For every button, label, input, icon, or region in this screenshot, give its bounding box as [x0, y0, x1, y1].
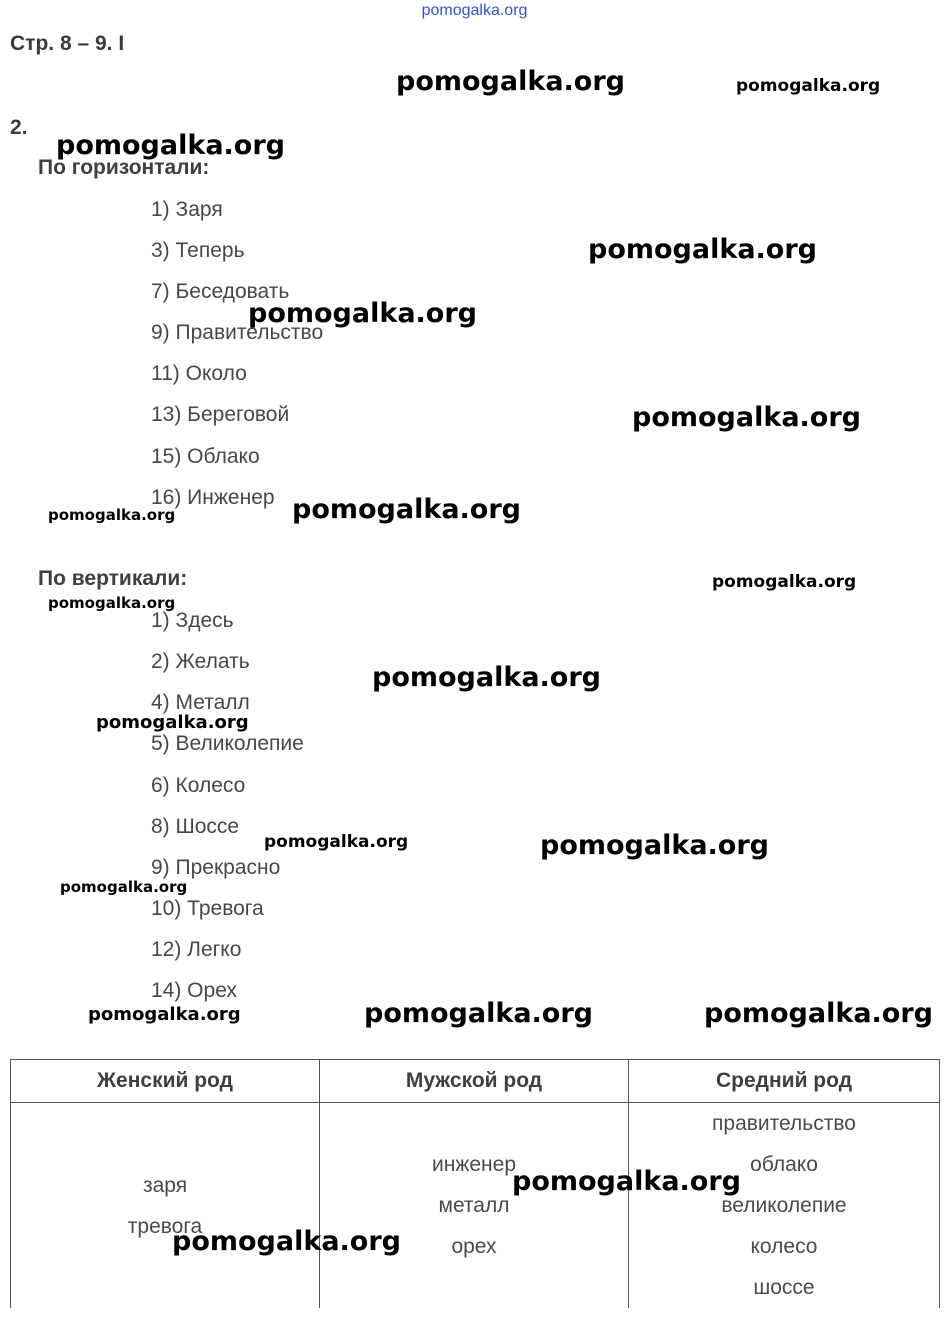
horizontal-heading: По горизонтали: [38, 156, 210, 179]
horizontal-item: 15) Облако [151, 445, 260, 468]
feminine-word: заря [142, 1173, 188, 1197]
neuter-cell [629, 1103, 940, 1309]
watermark: pomogalka.org [264, 832, 409, 852]
watermark: pomogalka.org [396, 66, 625, 97]
watermark: pomogalka.org [736, 76, 881, 96]
watermark: pomogalka.org [172, 1226, 401, 1257]
watermark: pomogalka.org [60, 878, 188, 896]
watermark: pomogalka.org [292, 494, 521, 525]
vertical-item: 10) Тревога [151, 897, 264, 920]
horizontal-item: 7) Беседовать [151, 280, 290, 303]
page-reference: Стр. 8 – 9. I [10, 32, 125, 55]
header-neuter: Средний род [629, 1060, 940, 1103]
watermark: pomogalka.org [48, 594, 176, 612]
neuter-word: облако [750, 1153, 818, 1176]
vertical-item: 9) Прекрасно [151, 856, 281, 879]
horizontal-item: 11) Около [151, 362, 247, 385]
neuter-word: великолепие [721, 1194, 847, 1217]
neuter-word: шоссе [753, 1276, 815, 1299]
header-feminine: Женский род [11, 1060, 320, 1103]
gender-table [10, 1059, 940, 1308]
watermark: pomogalka.org [512, 1166, 741, 1197]
vertical-item: 14) Орех [151, 979, 237, 1002]
watermark: pomogalka.org [712, 572, 857, 592]
neuter-word: колесо [750, 1235, 818, 1258]
vertical-item: 8) Шоссе [151, 815, 240, 838]
horizontal-item: 13) Береговой [151, 403, 290, 426]
task-number: 2. [10, 116, 28, 139]
masculine-word: инженер [431, 1153, 516, 1176]
watermark: pomogalka.org [364, 998, 593, 1029]
masculine-word: орех [451, 1235, 497, 1258]
horizontal-item: 1) Заря [151, 198, 223, 221]
watermark: pomogalka.org [588, 234, 817, 265]
vertical-item: 12) Легко [151, 938, 242, 961]
top-watermark: pomogalka.org [421, 2, 528, 19]
watermark: pomogalka.org [248, 298, 477, 329]
vertical-item: 1) Здесь [151, 609, 234, 632]
watermark: pomogalka.org [372, 662, 601, 693]
vertical-item: 4) Металл [151, 691, 250, 714]
vertical-item: 6) Колесо [151, 774, 246, 797]
vertical-item: 5) Великолепие [151, 732, 304, 755]
masculine-cell [320, 1103, 629, 1309]
horizontal-item: 16) Инженер [151, 486, 275, 509]
vertical-heading: По вертикали: [38, 567, 188, 590]
header-masculine: Мужской род [320, 1060, 629, 1103]
horizontal-item: 9) Правительство [151, 321, 324, 344]
watermark: pomogalka.org [96, 712, 249, 733]
watermark: pomogalka.org [540, 830, 769, 861]
watermark: pomogalka.org [56, 130, 285, 161]
feminine-word: тревога [127, 1214, 203, 1238]
watermark: pomogalka.org [704, 998, 933, 1029]
watermark: pomogalka.org [48, 506, 176, 524]
vertical-item: 2) Желать [151, 650, 250, 673]
masculine-word: металл [438, 1194, 510, 1217]
horizontal-item: 3) Теперь [151, 239, 245, 262]
watermark: pomogalka.org [88, 1004, 241, 1025]
feminine-cell [11, 1103, 320, 1309]
watermark: pomogalka.org [632, 402, 861, 433]
neuter-word: правительство [712, 1112, 856, 1135]
